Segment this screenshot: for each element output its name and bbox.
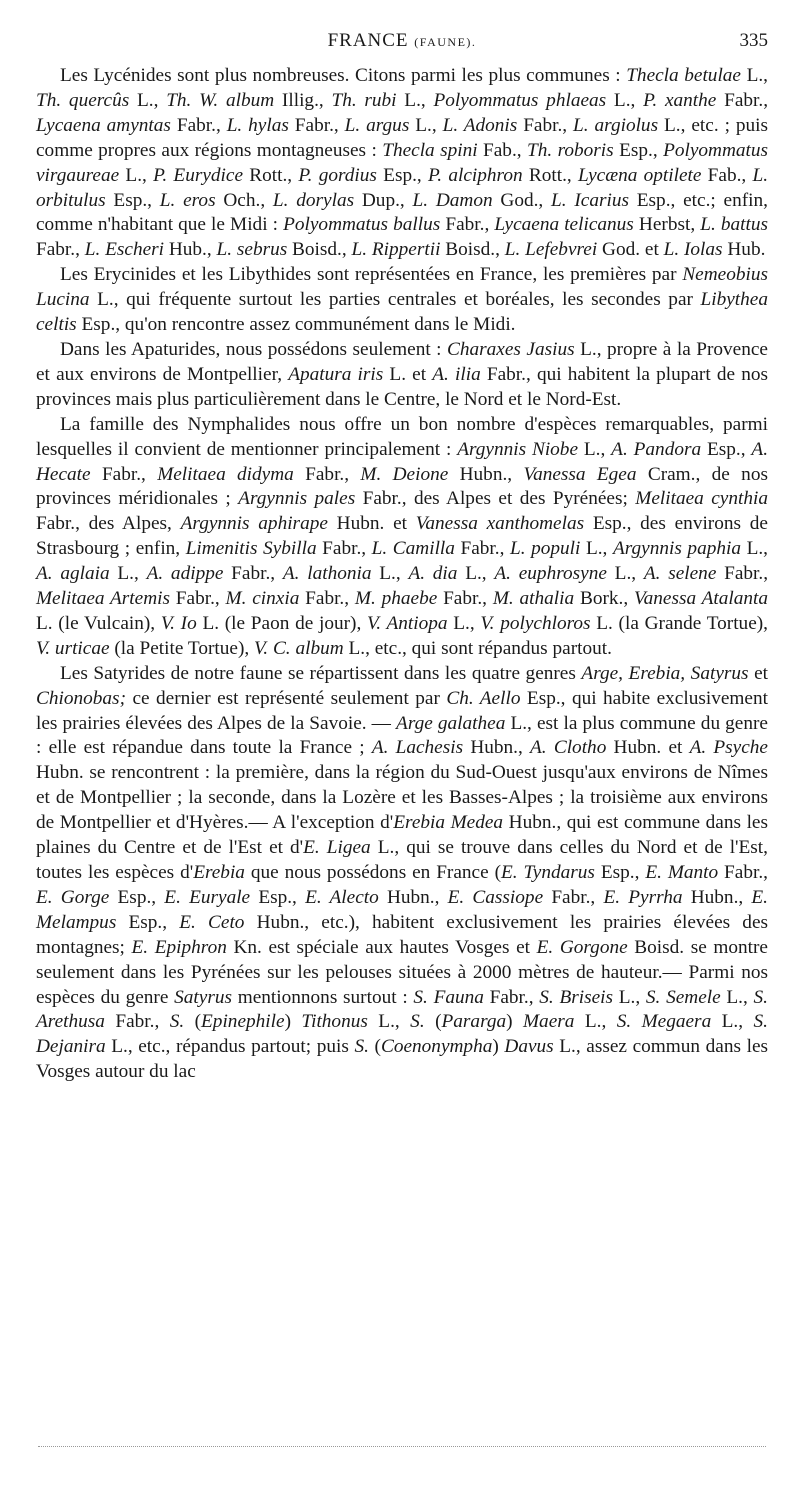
species-name: L. eros [159,189,216,211]
species-name: M. Deione [360,463,449,485]
text-run: Fabr., [169,588,226,610]
running-title-sub: (FAUNE). [414,35,477,49]
species-name: S. Semele [645,986,721,1008]
text-run: ( [368,1036,381,1058]
text-run: L., [396,89,434,111]
species-name: Satyrus [174,986,232,1008]
species-name: Tithonus [301,1011,368,1033]
text-run: L., [606,563,644,585]
species-name: M. athalia [492,588,575,610]
text-run: Fabr., [299,588,355,610]
species-name: Polyommatus phlaeas [433,89,607,111]
species-name: Nemeobius Lucina [36,264,768,311]
species-name: E. Melampus [36,886,769,933]
text-run: ce dernier est représenté seulement par [126,687,447,709]
species-name: Epinephile [201,1011,285,1033]
species-name: Melitaea cynthia [635,488,768,510]
species-name: Polyommatus virgaureae [36,139,769,186]
species-name: S. [169,1011,185,1033]
text-run: Fabr., [293,463,361,485]
text-run: L., etc., qui sont répandus partout. [343,637,612,659]
text-run: L. et [383,363,433,385]
text-run: L., [606,89,644,111]
species-name: V. urticae [36,637,110,659]
text-run: Fabr., des Alpes et des Pyrénées; [355,488,636,510]
text-run: Fab., [701,164,753,186]
text-run: Hubn., [463,737,531,759]
text-run: Fabr., qui habitent la plupart de nos provinces mais plus particulièrement dans le Centre, le Nord et le Nord-Est. [36,363,768,410]
species-name: A. Lachesis [371,737,464,759]
species-name: P. alciphron [427,164,523,186]
text-run: Esp., [594,862,646,883]
text-run: La famille des Nymphalides nous offre un bon nombre d'espèces remarquables, parmi lesquelles il convient de mentionner principalement : [36,413,768,460]
text-run: Les Erycinides et les Libythides sont représentées en France, les premières par [60,264,683,286]
species-name: L. dorylas [272,189,355,211]
text-run: Herbst, [633,214,701,236]
species-name: L. Escheri [84,239,165,261]
species-name: L. populi [510,538,581,560]
species-name: S. Fauna [413,986,484,1008]
text-run: et [748,662,768,684]
species-name: L. hylas [226,114,289,136]
text-run: Dup., [354,189,413,211]
text-run: Hubn. et [327,513,416,535]
text-run: L. (le Paon de jour), [196,612,367,634]
text-run: Fabr., [437,588,493,610]
species-name: A. Psyche [689,737,768,759]
text-run: ) [492,1036,505,1058]
text-run: Fabr., [440,214,495,236]
text-run: L., [109,563,147,585]
species-name: E. Manto [645,862,719,883]
species-name: L. sebrus [216,239,288,261]
text-run: Hubn. et [606,737,690,759]
species-name: E. Alecto [305,886,379,908]
text-run: Esp., [105,189,160,211]
text-run: God. et [597,239,664,261]
species-name: M. phaebe [354,588,438,610]
text-run: Esp., qui habite exclusivement les prairies élevées des Alpes de la Savoie. — [36,687,768,734]
species-name: Melitaea didyma [157,463,294,485]
species-name: A. euphrosyne [494,563,607,585]
text-run: Fab., [477,139,527,161]
text-run: Fabr., [104,1011,170,1033]
text-run: Les Satyrides de notre faune se répartissent dans les quatre genres [60,662,582,684]
text-run: Rott., [522,164,578,186]
species-name: A. adippe [146,563,224,585]
paragraph [36,64,768,263]
text-run: Hubn., [682,886,752,908]
text-run: Esp., qu'on rencontre assez communément dans le Midi. [76,314,516,336]
species-name: L. orbitulus [36,164,769,211]
text-run: Fabr., [223,563,283,585]
species-name: S. Megaera [616,1011,712,1033]
text-run: L., qui fréquente surtout les parties centrales et boréales, les secondes par [89,289,701,311]
text-run: Esp., [250,886,306,908]
species-name: S. [354,1036,369,1058]
text-run: Fabr., [517,114,574,136]
text-run: L., [371,563,409,585]
species-name: A. selene [643,563,717,585]
species-name: Thecla betulae [626,65,741,86]
species-name: Arge galathea [396,712,506,734]
text-run: Fabr., [316,538,372,560]
species-name: Maera [523,1011,575,1033]
species-name: Argynnis Niobe [457,438,579,460]
species-name: A. Hecate [36,438,769,485]
text-run: ) [284,1011,302,1033]
text-run: Illig., [274,89,332,111]
species-name: Thecla spini [382,139,478,161]
species-name: V. polychloros [480,612,591,634]
text-run: Esp., [109,886,165,908]
species-name: Limenitis Sybilla [185,538,317,560]
page-number: 335 [739,30,768,51]
species-name: L. Lefebvrei [504,239,598,261]
species-name: L. argus [344,114,410,136]
species-name: L. battus [700,214,768,236]
text-run: que nous possédons en France ( [244,862,501,883]
species-name: Th. quercûs [36,89,130,111]
species-name: Vanessa Atalanta [634,588,769,610]
species-name: Coenonympha [380,1036,493,1058]
text-run: ( [184,1011,202,1033]
text-run: Fabr., [170,114,227,136]
text-run: Esp., [376,164,428,186]
text-run: L., [457,563,495,585]
text-run: Rott., [243,164,299,186]
text-run: L., assez commun dans les Vosges autour du lac [36,1036,769,1083]
species-name: E. Cassiope [447,886,544,908]
text-run: Fabr., [718,862,768,883]
text-run: L. (le Vulcain), [36,612,161,634]
text-run: Boisd., [440,239,505,261]
paragraph [36,263,768,338]
text-run: L., [574,1011,617,1033]
species-name: Lycaena telicanus [494,214,634,236]
species-name: E. Gorgone [536,936,628,958]
species-name: Lycaena amyntas [36,114,171,136]
body-text [36,64,768,1085]
species-name: Apatura iris [288,363,384,385]
text-run: Fabr., [36,239,85,261]
text-run: Fabr., [90,463,158,485]
species-name: A. dia [408,563,458,585]
species-name: A. Pandora [611,438,702,460]
text-run: L., etc. ; puis comme propres aux régions montagneuses : [36,114,768,161]
text-run: Kn. est spéciale aux hautes Vosges et [226,936,537,958]
text-run: Les Lycénides sont plus nombreuses. Citons parmi les plus communes : [60,65,627,86]
species-name: S. [410,1011,425,1033]
text-run: Bork., [574,588,634,610]
species-name: S. Arethusa [36,986,768,1033]
text-run: Hubn., etc.), habitent exclusivement les prairies élevées des montagnes; [36,911,769,958]
text-run: L., [367,1011,411,1033]
species-name: S. Dejanira [36,1011,768,1058]
species-name: M. cinxia [225,588,300,610]
species-name: E. Ligea [303,837,371,859]
species-name: V. Antiopa [367,612,448,634]
text-run: L. (la Grande Tortue), [590,612,768,634]
species-name: L. Adonis [442,114,518,136]
species-name: Argynnis pales [238,488,356,510]
text-run: Fabr., des Alpes, [36,513,181,535]
species-name: Pararga [441,1011,507,1033]
species-name: Libythea celtis [36,289,768,336]
text-run: Fabr., [483,986,540,1008]
text-run: Fabr., [543,886,604,908]
text-run: L., etc., répandus partout; puis [105,1036,355,1058]
species-name: Argynnis aphirape [180,513,328,535]
text-run: L., [711,1011,754,1033]
species-name: E. Ceto [179,911,245,933]
text-run: Hub., [164,239,217,261]
text-run: Boisd. se montre seulement dans les Pyrénées sur les pelouses situées à 2000 mètres de hauteur.— Parmi nos espèces du genre [36,936,768,1008]
species-name: Melitaea Artemis [36,588,170,610]
species-name: V. Io [160,612,197,634]
species-name: E. Euryale [164,886,251,908]
text-run: Cram., de nos provinces méridionales ; [36,463,768,510]
text-run: L., [741,65,768,86]
species-name: L. Iolas [663,239,723,261]
text-run: Fabr., [454,538,510,560]
text-run: mentionnons surtout : [231,986,414,1008]
text-run: Esp., [701,438,752,460]
text-run: L., [447,612,481,634]
text-run: Boisd., [287,239,352,261]
species-name: A. lathonia [282,563,372,585]
text-run: (la Petite Tortue), [109,637,255,659]
text-run: L., [580,538,613,560]
species-name: L. Icarius [551,189,629,211]
species-name: Th. W. album [166,89,275,111]
species-name: Lycæna optilete [577,164,702,186]
text-run: Hubn. se rencontrent : la première, dans la région du Sud-Ouest jusqu'aux environs de Nîmes et de Montpellier ; la seconde, dans la Lozère et les Basses-Alpes ; la troisième aux environs de Montpellier et d'Hyères.— A l'exception d' [36,762,768,834]
species-name: L. Damon [412,189,493,211]
text-run: L., [741,538,768,560]
species-name: P. Eurydice [153,164,244,186]
species-name: Charaxes Jasius [447,338,575,360]
species-name: Vanessa xanthomelas [415,513,585,535]
text-run: ( [424,1011,442,1033]
species-name: S. Briseis [539,986,614,1008]
text-run: Esp., [613,139,664,161]
text-run: Esp., etc.; enfin, comme n'habitant que le Midi : [36,189,768,236]
text-run: L., qui se trouve dans celles du Nord et de l'Est, toutes les espèces d' [36,837,768,883]
text-run: Hub. [722,239,766,261]
species-name: P. gordius [298,164,377,186]
text-run: L., [119,164,154,186]
paragraph [36,338,768,413]
paragraph [36,413,768,662]
page-header [36,30,768,58]
species-name: Arge, Erebia, Satyrus [581,662,749,684]
running-title [36,30,768,52]
species-name: L. Rippertii [351,239,441,261]
species-name: L. argiolus [573,114,659,136]
text-run: Hubn., [378,886,448,908]
text-run: L., [613,986,646,1008]
species-name: Ch. Aello [446,687,521,709]
species-name: E. Gorge [36,886,110,908]
species-name: Chionobas; [36,687,126,709]
species-name: E. Tyndarus [501,862,595,883]
text-run: Fabr., [716,89,769,111]
text-run: L., est la plus commune du genre : elle est répandue dans toute la France ; [36,712,768,759]
footer-rule [38,1446,766,1447]
text-run: L., propre à la Provence et aux environs de Montpellier, [36,338,768,385]
text-run: Fabr., [288,114,345,136]
text-run: Hubn., [448,463,524,485]
species-name: Argynnis paphia [612,538,741,560]
text-run: L., [578,438,612,460]
species-name: Vanessa Egea [523,463,637,485]
species-name: E. Epiphron [131,936,227,958]
text-run: L., [129,89,167,111]
species-name: Davus [504,1036,554,1058]
paragraph [36,662,768,1085]
text-run: Hubn., qui est commune dans les plaines du Centre et de l'Est et d' [36,812,768,859]
text-run: Esp., des environs de Strasbourg ; enfin, [36,513,768,560]
species-name: A. Clotho [530,737,607,759]
species-name: Erebia Medea [393,812,504,834]
text-run: L., [409,114,443,136]
text-run: Och., [215,189,273,211]
text-run: Dans les Apaturides, nous possédons seulement : [60,338,448,360]
species-name: Polyommatus ballus [283,214,441,236]
running-title-main: FRANCE [327,30,409,51]
species-name: A. aglaia [36,563,110,585]
text-run: God., [492,189,552,211]
text-run: Esp., [116,911,180,933]
species-name: L. Camilla [371,538,455,560]
species-name: Erebia [193,862,245,883]
species-name: A. ilia [432,363,481,385]
text-run: Fabr., [716,563,769,585]
species-name: V. C. album [254,637,344,659]
text-run: ) [506,1011,523,1033]
species-name: Th. roboris [527,139,614,161]
species-name: Th. rubi [331,89,397,111]
species-name: P. xanthe [643,89,717,111]
species-name: E. Pyrrha [603,886,683,908]
text-run: L., [720,986,754,1008]
